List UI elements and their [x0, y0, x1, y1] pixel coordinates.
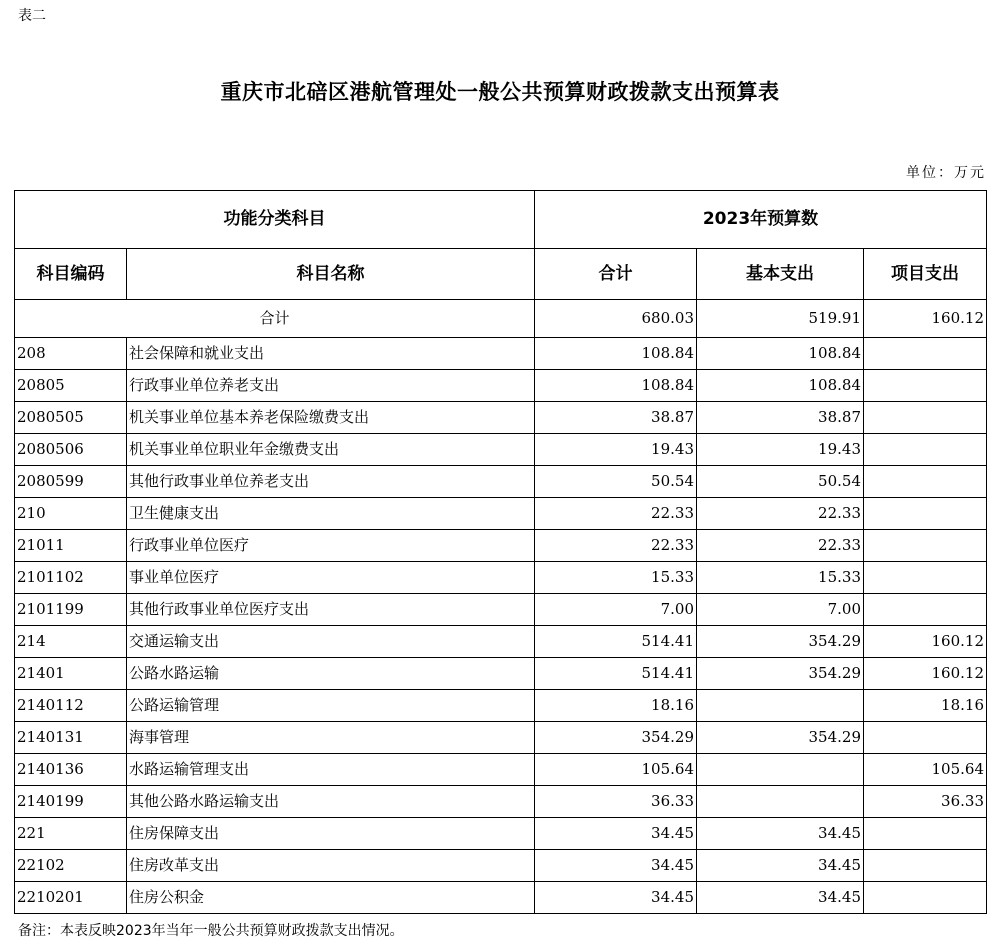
- row-code: 221: [15, 818, 127, 850]
- row-name: 水路运输管理支出: [127, 754, 535, 786]
- table-row: [15, 402, 987, 434]
- row-project: [864, 850, 987, 882]
- table-row: [15, 530, 987, 562]
- row-name: 行政事业单位养老支出: [127, 370, 535, 402]
- row-code: 2101199: [15, 594, 127, 626]
- row-name: 其他行政事业单位养老支出: [127, 466, 535, 498]
- table-row: [15, 786, 987, 818]
- row-code: 2080506: [15, 434, 127, 466]
- row-project: 160.12: [864, 658, 987, 690]
- row-total: 34.45: [535, 850, 697, 882]
- row-basic: 354.29: [697, 658, 864, 690]
- table-row: [15, 562, 987, 594]
- row-project: [864, 594, 987, 626]
- row-name: 机关事业单位基本养老保险缴费支出: [127, 402, 535, 434]
- row-name: 交通运输支出: [127, 626, 535, 658]
- row-code: 2140112: [15, 690, 127, 722]
- row-code: 20805: [15, 370, 127, 402]
- row-project: [864, 434, 987, 466]
- row-name: 住房保障支出: [127, 818, 535, 850]
- row-name: 公路水路运输: [127, 658, 535, 690]
- table-label: 表二: [18, 8, 46, 24]
- header-basic: 基本支出: [697, 249, 864, 300]
- row-project: [864, 338, 987, 370]
- row-code: 208: [15, 338, 127, 370]
- row-project: [864, 498, 987, 530]
- row-total: 15.33: [535, 562, 697, 594]
- total-row: [15, 300, 987, 338]
- row-total: 36.33: [535, 786, 697, 818]
- table-row: [15, 466, 987, 498]
- row-name: 机关事业单位职业年金缴费支出: [127, 434, 535, 466]
- row-basic: [697, 786, 864, 818]
- row-code: 2080599: [15, 466, 127, 498]
- row-total: 22.33: [535, 498, 697, 530]
- row-name: 其他行政事业单位医疗支出: [127, 594, 535, 626]
- row-basic: 38.87: [697, 402, 864, 434]
- row-total: 105.64: [535, 754, 697, 786]
- table-row: [15, 338, 987, 370]
- total-project: 160.12: [864, 300, 987, 338]
- budget-table: [14, 190, 987, 914]
- row-basic: 354.29: [697, 722, 864, 754]
- header-row-1: [15, 191, 987, 249]
- row-project: [864, 882, 987, 914]
- row-project: 105.64: [864, 754, 987, 786]
- row-basic: 19.43: [697, 434, 864, 466]
- table-row: [15, 722, 987, 754]
- row-basic: [697, 754, 864, 786]
- total-basic: 519.91: [697, 300, 864, 338]
- unit-label: 单位：万元: [906, 165, 986, 181]
- row-code: 214: [15, 626, 127, 658]
- row-total: 514.41: [535, 626, 697, 658]
- row-total: 514.41: [535, 658, 697, 690]
- row-basic: 22.33: [697, 498, 864, 530]
- header-total: 合计: [535, 249, 697, 300]
- row-name: 社会保障和就业支出: [127, 338, 535, 370]
- table-row: [15, 626, 987, 658]
- row-name: 行政事业单位医疗: [127, 530, 535, 562]
- table-row: [15, 754, 987, 786]
- row-project: 160.12: [864, 626, 987, 658]
- row-code: 21401: [15, 658, 127, 690]
- table-row: [15, 818, 987, 850]
- row-total: 38.87: [535, 402, 697, 434]
- row-project: [864, 466, 987, 498]
- header-row-2: [15, 249, 987, 300]
- header-category-group: 功能分类科目: [15, 191, 535, 249]
- row-project: [864, 818, 987, 850]
- row-project: [864, 530, 987, 562]
- row-project: [864, 370, 987, 402]
- row-name: 住房改革支出: [127, 850, 535, 882]
- row-code: 2140136: [15, 754, 127, 786]
- table-row: [15, 434, 987, 466]
- header-project: 项目支出: [864, 249, 987, 300]
- table-row: [15, 498, 987, 530]
- header-code: 科目编码: [15, 249, 127, 300]
- table-row: [15, 850, 987, 882]
- table-row: [15, 658, 987, 690]
- row-basic: [697, 690, 864, 722]
- document-title: 重庆市北碚区港航管理处一般公共预算财政拨款支出预算表: [220, 79, 780, 104]
- row-basic: 15.33: [697, 562, 864, 594]
- row-code: 22102: [15, 850, 127, 882]
- table-row: [15, 690, 987, 722]
- row-project: [864, 402, 987, 434]
- row-total: 108.84: [535, 338, 697, 370]
- row-total: 50.54: [535, 466, 697, 498]
- table-row: [15, 370, 987, 402]
- row-project: [864, 562, 987, 594]
- row-code: 2080505: [15, 402, 127, 434]
- row-code: 2140199: [15, 786, 127, 818]
- row-basic: 34.45: [697, 882, 864, 914]
- row-total: 19.43: [535, 434, 697, 466]
- row-name: 其他公路水路运输支出: [127, 786, 535, 818]
- row-project: 36.33: [864, 786, 987, 818]
- row-project: [864, 722, 987, 754]
- row-basic: 34.45: [697, 818, 864, 850]
- table-row: [15, 882, 987, 914]
- row-code: 210: [15, 498, 127, 530]
- row-basic: 108.84: [697, 338, 864, 370]
- row-basic: 354.29: [697, 626, 864, 658]
- row-basic: 7.00: [697, 594, 864, 626]
- row-project: 18.16: [864, 690, 987, 722]
- header-name: 科目名称: [127, 249, 535, 300]
- row-basic: 50.54: [697, 466, 864, 498]
- row-total: 18.16: [535, 690, 697, 722]
- row-total: 34.45: [535, 818, 697, 850]
- row-name: 海事管理: [127, 722, 535, 754]
- total-label: 合计: [15, 300, 535, 338]
- row-basic: 108.84: [697, 370, 864, 402]
- row-total: 7.00: [535, 594, 697, 626]
- total-sum: 680.03: [535, 300, 697, 338]
- row-total: 108.84: [535, 370, 697, 402]
- header-budget-group: 2023年预算数: [535, 191, 987, 249]
- row-name: 公路运输管理: [127, 690, 535, 722]
- table-row: [15, 594, 987, 626]
- row-code: 2210201: [15, 882, 127, 914]
- row-name: 住房公积金: [127, 882, 535, 914]
- row-code: 2140131: [15, 722, 127, 754]
- row-code: 21011: [15, 530, 127, 562]
- row-code: 2101102: [15, 562, 127, 594]
- row-name: 卫生健康支出: [127, 498, 535, 530]
- row-basic: 34.45: [697, 850, 864, 882]
- row-total: 354.29: [535, 722, 697, 754]
- row-total: 34.45: [535, 882, 697, 914]
- footnote: 备注：本表反映2023年当年一般公共预算财政拨款支出情况。: [18, 923, 404, 939]
- row-name: 事业单位医疗: [127, 562, 535, 594]
- row-basic: 22.33: [697, 530, 864, 562]
- row-total: 22.33: [535, 530, 697, 562]
